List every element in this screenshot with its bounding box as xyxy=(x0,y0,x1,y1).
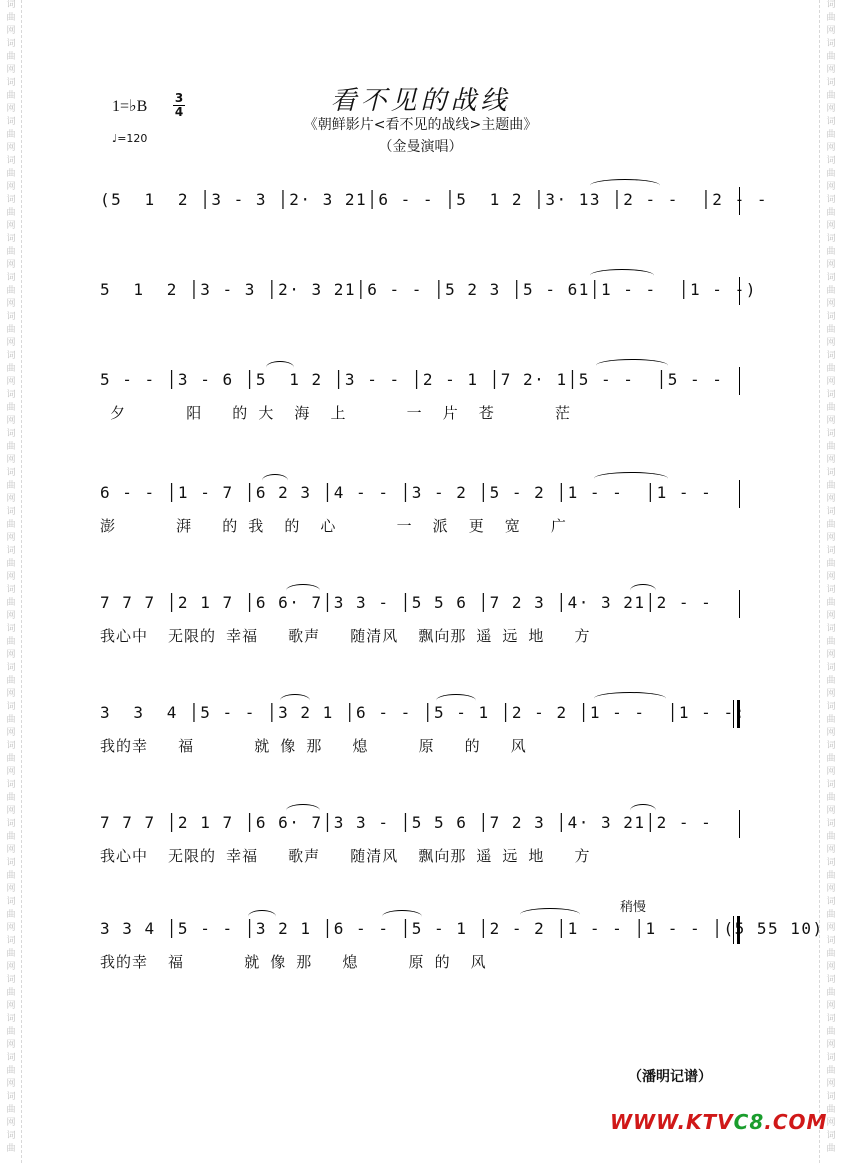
watermark-char: 网 xyxy=(6,962,16,972)
watermark-char: 网 xyxy=(6,104,16,114)
lyrics-line-6: 我的幸 福 就 像 那 熄 原 的 风 xyxy=(100,737,527,755)
lyrics-line-7: 我心中 无限的 幸福 歌声 随清风 飘向那 遥 远 地 方 xyxy=(100,847,591,865)
watermark-char: 网 xyxy=(826,611,836,621)
watermark-char: 曲 xyxy=(6,715,16,725)
watermark-char: 曲 xyxy=(826,676,836,686)
watermark-char: 曲 xyxy=(826,871,836,881)
tie-mark xyxy=(520,908,580,921)
watermark-char: 网 xyxy=(6,143,16,153)
watermark-char: 曲 xyxy=(826,988,836,998)
score-line-3 xyxy=(100,363,740,422)
watermark-char: 词 xyxy=(6,780,16,790)
watermark-char: 词 xyxy=(6,936,16,946)
notes-line-7: 7 7 7 │2 1 7 │6 6· 7│3 3 - │5 5 6 │7 2 3 │4· 3 21│2 - - xyxy=(100,813,724,832)
watermark-char: 曲 xyxy=(6,52,16,62)
watermark-char: 网 xyxy=(826,1079,836,1089)
watermark-char: 曲 xyxy=(6,520,16,530)
score-line-4 xyxy=(100,476,740,535)
watermark-char: 词 xyxy=(6,897,16,907)
watermark-char: 网 xyxy=(6,923,16,933)
watermark-char: 词 xyxy=(6,1092,16,1102)
watermark-char: 网 xyxy=(826,377,836,387)
watermark-char: 网 xyxy=(6,884,16,894)
tie-mark xyxy=(286,804,320,817)
watermark-char: 曲 xyxy=(6,910,16,920)
watermark-char: 曲 xyxy=(826,325,836,335)
watermark-char: 曲 xyxy=(826,637,836,647)
watermark-char: 网 xyxy=(6,728,16,738)
watermark-char: 词 xyxy=(6,585,16,595)
watermark-char: 曲 xyxy=(826,793,836,803)
barline xyxy=(739,277,740,305)
watermark-char: 词 xyxy=(6,312,16,322)
watermark-char: 曲 xyxy=(826,13,836,23)
watermark-char: 网 xyxy=(6,494,16,504)
watermark-char: 网 xyxy=(6,572,16,582)
time-signature-bottom: 4 xyxy=(174,105,184,119)
watermark-char: 曲 xyxy=(826,598,836,608)
watermark-char: 曲 xyxy=(826,403,836,413)
watermark-char: 曲 xyxy=(826,481,836,491)
tie-mark xyxy=(266,361,294,374)
watermark-char: 词 xyxy=(826,1053,836,1063)
watermark-char: 曲 xyxy=(6,169,16,179)
left-margin-watermark xyxy=(0,0,22,1163)
watermark-char: 词 xyxy=(6,975,16,985)
watermark-char: 网 xyxy=(6,65,16,75)
watermark-char: 词 xyxy=(6,429,16,439)
watermark-char: 词 xyxy=(826,39,836,49)
tie-mark xyxy=(630,804,656,817)
watermark-char: 网 xyxy=(6,611,16,621)
watermark-char: 网 xyxy=(826,728,836,738)
watermark-char: 网 xyxy=(6,221,16,231)
watermark-char: 词 xyxy=(6,273,16,283)
watermark-char: 曲 xyxy=(826,442,836,452)
watermark-char: 网 xyxy=(826,572,836,582)
watermark-char: 网 xyxy=(6,299,16,309)
watermark-char: 网 xyxy=(826,494,836,504)
tie-mark xyxy=(590,269,654,282)
final-barline xyxy=(733,916,740,944)
barline xyxy=(739,480,740,508)
watermark-char: 词 xyxy=(6,234,16,244)
watermark-char: 曲 xyxy=(826,559,836,569)
score-line-7 xyxy=(100,806,740,865)
watermark-char: 网 xyxy=(826,65,836,75)
watermark-char: 曲 xyxy=(826,715,836,725)
watermark-char: 曲 xyxy=(826,130,836,140)
watermark-char: 词 xyxy=(6,351,16,361)
score-line-5 xyxy=(100,586,740,645)
watermark-char: 词 xyxy=(826,663,836,673)
tie-mark xyxy=(594,692,666,705)
watermark-char: 词 xyxy=(6,507,16,517)
watermark-char: 曲 xyxy=(6,754,16,764)
watermark-char: 网 xyxy=(6,455,16,465)
watermark-char: 网 xyxy=(6,650,16,660)
watermark-char: 网 xyxy=(6,845,16,855)
song-title: 看不见的战线 xyxy=(330,86,511,116)
watermark-char: 词 xyxy=(6,702,16,712)
watermark-char: 曲 xyxy=(826,52,836,62)
watermark-char: 网 xyxy=(6,767,16,777)
transcriber-credit: （潘明记谱） xyxy=(628,1069,712,1085)
watermark-char: 网 xyxy=(6,533,16,543)
watermark-char: 网 xyxy=(826,104,836,114)
repeat-barline xyxy=(733,700,740,728)
website-suffix: .COM xyxy=(764,1110,828,1134)
watermark-char: 词 xyxy=(826,507,836,517)
watermark-char: 曲 xyxy=(6,1144,16,1154)
watermark-char: 曲 xyxy=(826,1144,836,1154)
barline xyxy=(739,367,740,395)
watermark-char: 网 xyxy=(826,455,836,465)
watermark-char: 曲 xyxy=(6,676,16,686)
watermark-char: 曲 xyxy=(6,442,16,452)
watermark-char: 词 xyxy=(826,624,836,634)
watermark-char: 词 xyxy=(6,390,16,400)
watermark-char: 网 xyxy=(826,1001,836,1011)
watermark-char: 曲 xyxy=(6,91,16,101)
score-line-2 xyxy=(100,273,757,307)
watermark-char: 词 xyxy=(826,429,836,439)
watermark-char: 网 xyxy=(6,1001,16,1011)
score-line-8 xyxy=(100,912,824,971)
watermark-char: 曲 xyxy=(826,754,836,764)
watermark-char: 词 xyxy=(826,195,836,205)
tie-mark xyxy=(594,472,668,485)
watermark-char: 词 xyxy=(6,819,16,829)
watermark-char: 词 xyxy=(826,78,836,88)
watermark-char: 词 xyxy=(6,624,16,634)
watermark-char: 词 xyxy=(6,39,16,49)
watermark-char: 词 xyxy=(826,741,836,751)
watermark-char: 词 xyxy=(826,819,836,829)
lyrics-line-4: 澎 湃 的 我 的 心 一 派 更 宽 广 xyxy=(100,517,567,535)
watermark-char: 曲 xyxy=(826,910,836,920)
right-margin-watermark xyxy=(819,0,841,1163)
watermark-char: 曲 xyxy=(6,1066,16,1076)
watermark-char: 曲 xyxy=(6,1105,16,1115)
tie-mark xyxy=(630,584,656,597)
watermark-char: 网 xyxy=(826,923,836,933)
score-line-6 xyxy=(100,696,746,755)
watermark-char: 曲 xyxy=(6,988,16,998)
watermark-char: 词 xyxy=(826,780,836,790)
tie-mark xyxy=(280,694,310,707)
watermark-char: 词 xyxy=(826,390,836,400)
watermark-char: 网 xyxy=(6,26,16,36)
watermark-char: 曲 xyxy=(826,169,836,179)
watermark-char: 词 xyxy=(6,0,16,10)
time-signature-top: 3 xyxy=(174,91,184,105)
watermark-char: 词 xyxy=(6,1131,16,1141)
watermark-char: 曲 xyxy=(6,637,16,647)
watermark-char: 曲 xyxy=(826,91,836,101)
singer-credit: （金曼演唱） xyxy=(378,139,463,155)
watermark-char: 曲 xyxy=(826,364,836,374)
watermark-char: 词 xyxy=(6,858,16,868)
website-prefix: WWW.KTV xyxy=(610,1110,734,1134)
watermark-char: 词 xyxy=(6,468,16,478)
tie-mark xyxy=(286,584,320,597)
watermark-char: 曲 xyxy=(826,949,836,959)
watermark-char: 曲 xyxy=(826,832,836,842)
notes-line-8: 3 3 4 │5 - - │3 2 1 │6 - - │5 - 1 │2 - 2 │1 - - │1 - - │(5 55 10) xyxy=(100,919,824,938)
watermark-char: 网 xyxy=(6,1079,16,1089)
watermark-char: 网 xyxy=(6,377,16,387)
notes-line-6: 3 3 4 │5 - - │3 2 1 │6 - - │5 - 1 │2 - 2 │1 - - │1 - -: xyxy=(100,703,746,722)
watermark-char: 网 xyxy=(826,962,836,972)
watermark-char: 词 xyxy=(826,234,836,244)
watermark-char: 网 xyxy=(826,689,836,699)
tie-mark xyxy=(590,179,660,192)
score-line-1 xyxy=(100,183,780,217)
watermark-char: 网 xyxy=(826,260,836,270)
watermark-char: 网 xyxy=(6,416,16,426)
watermark-char: 词 xyxy=(6,1053,16,1063)
watermark-char: 词 xyxy=(826,468,836,478)
watermark-char: 词 xyxy=(826,702,836,712)
watermark-char: 网 xyxy=(826,416,836,426)
watermark-char: 词 xyxy=(6,195,16,205)
watermark-char: 曲 xyxy=(6,871,16,881)
watermark-char: 词 xyxy=(826,1092,836,1102)
watermark-char: 词 xyxy=(826,117,836,127)
watermark-char: 词 xyxy=(6,117,16,127)
watermark-char: 词 xyxy=(826,975,836,985)
notes-line-4: 6 - - │1 - 7 │6 2 3 │4 - - │3 - 2 │5 - 2 │1 - - │1 - - xyxy=(100,483,724,502)
watermark-char: 词 xyxy=(6,1014,16,1024)
watermark-char: 曲 xyxy=(826,247,836,257)
watermark-char: 词 xyxy=(6,663,16,673)
lyrics-line-3: 夕 阳 的 大 海 上 一 片 苍 茫 xyxy=(100,404,571,422)
song-subtitle: 《朝鲜影片<看不见的战线>主题曲》 xyxy=(303,117,538,133)
watermark-char: 网 xyxy=(6,1040,16,1050)
tie-mark xyxy=(248,910,276,923)
watermark-char: 词 xyxy=(826,351,836,361)
tie-mark xyxy=(262,474,288,487)
watermark-char: 曲 xyxy=(6,403,16,413)
tie-mark xyxy=(382,910,422,923)
notes-line-2: 5 1 2 │3 - 3 │2· 3 21│6 - - │5 2 3 │5 - 61│1 - - │1 - -) xyxy=(100,280,757,299)
key-signature: 1=♭B xyxy=(112,98,148,115)
barline xyxy=(739,590,740,618)
watermark-char: 曲 xyxy=(6,13,16,23)
watermark-char: 曲 xyxy=(6,598,16,608)
notes-line-3: 5 - - │3 - 6 │5 1 2 │3 - - │2 - 1 │7 2· 1│5 - - │5 - - xyxy=(100,370,735,389)
watermark-char: 词 xyxy=(826,156,836,166)
watermark-char: 词 xyxy=(826,312,836,322)
tie-mark xyxy=(436,694,476,707)
watermark-char: 词 xyxy=(6,156,16,166)
watermark-char: 曲 xyxy=(6,481,16,491)
watermark-char: 曲 xyxy=(6,559,16,569)
watermark-char: 网 xyxy=(826,884,836,894)
watermark-char: 词 xyxy=(826,546,836,556)
watermark-char: 网 xyxy=(826,1040,836,1050)
barline xyxy=(739,187,740,215)
tempo-change-marking: 稍慢 xyxy=(620,900,647,915)
watermark-char: 网 xyxy=(826,767,836,777)
notes-line-1: (5 1 2 │3 - 3 │2· 3 21│6 - - │5 1 2 │3· 13 │2 - - │2 - - xyxy=(100,190,780,209)
watermark-char: 曲 xyxy=(6,832,16,842)
watermark-char: 曲 xyxy=(826,1066,836,1076)
lyrics-line-5: 我心中 无限的 幸福 歌声 随清风 飘向那 遥 远 地 方 xyxy=(100,627,591,645)
watermark-char: 曲 xyxy=(826,520,836,530)
watermark-char: 词 xyxy=(6,78,16,88)
watermark-char: 词 xyxy=(826,897,836,907)
notes-line-5: 7 7 7 │2 1 7 │6 6· 7│3 3 - │5 5 6 │7 2 3 │4· 3 21│2 - - xyxy=(100,593,724,612)
watermark-char: 曲 xyxy=(6,325,16,335)
watermark-char: 词 xyxy=(826,0,836,10)
watermark-char: 网 xyxy=(826,1118,836,1128)
tempo-marking: ♩=120 xyxy=(112,132,148,145)
watermark-char: 曲 xyxy=(6,247,16,257)
watermark-char: 曲 xyxy=(6,208,16,218)
watermark-char: 网 xyxy=(6,689,16,699)
watermark-char: 曲 xyxy=(6,130,16,140)
website-logo xyxy=(610,1110,827,1134)
watermark-char: 词 xyxy=(826,273,836,283)
watermark-char: 词 xyxy=(826,858,836,868)
watermark-char: 网 xyxy=(6,1118,16,1128)
watermark-char: 曲 xyxy=(6,364,16,374)
watermark-char: 曲 xyxy=(6,793,16,803)
watermark-char: 网 xyxy=(826,338,836,348)
watermark-char: 曲 xyxy=(6,286,16,296)
watermark-char: 词 xyxy=(6,546,16,556)
watermark-char: 曲 xyxy=(826,286,836,296)
watermark-char: 网 xyxy=(826,221,836,231)
watermark-char: 曲 xyxy=(826,208,836,218)
watermark-char: 词 xyxy=(826,1131,836,1141)
watermark-char: 网 xyxy=(826,806,836,816)
watermark-char: 词 xyxy=(826,936,836,946)
watermark-char: 网 xyxy=(826,182,836,192)
watermark-char: 网 xyxy=(826,143,836,153)
watermark-char: 网 xyxy=(826,845,836,855)
watermark-char: 网 xyxy=(826,299,836,309)
watermark-char: 曲 xyxy=(826,1105,836,1115)
watermark-char: 网 xyxy=(6,338,16,348)
watermark-char: 词 xyxy=(826,585,836,595)
watermark-char: 词 xyxy=(6,741,16,751)
watermark-char: 曲 xyxy=(6,1027,16,1037)
watermark-char: 网 xyxy=(6,182,16,192)
lyrics-line-8: 我的幸 福 就 像 那 熄 原 的 风 xyxy=(100,953,487,971)
watermark-char: 网 xyxy=(6,806,16,816)
tie-mark xyxy=(596,359,668,372)
watermark-char: 词 xyxy=(826,1014,836,1024)
barline xyxy=(739,810,740,838)
watermark-char: 曲 xyxy=(826,1027,836,1037)
watermark-char: 网 xyxy=(6,260,16,270)
watermark-char: 曲 xyxy=(6,949,16,959)
watermark-char: 网 xyxy=(826,26,836,36)
website-mid: C8 xyxy=(733,1110,765,1134)
watermark-char: 网 xyxy=(826,533,836,543)
watermark-char: 网 xyxy=(826,650,836,660)
